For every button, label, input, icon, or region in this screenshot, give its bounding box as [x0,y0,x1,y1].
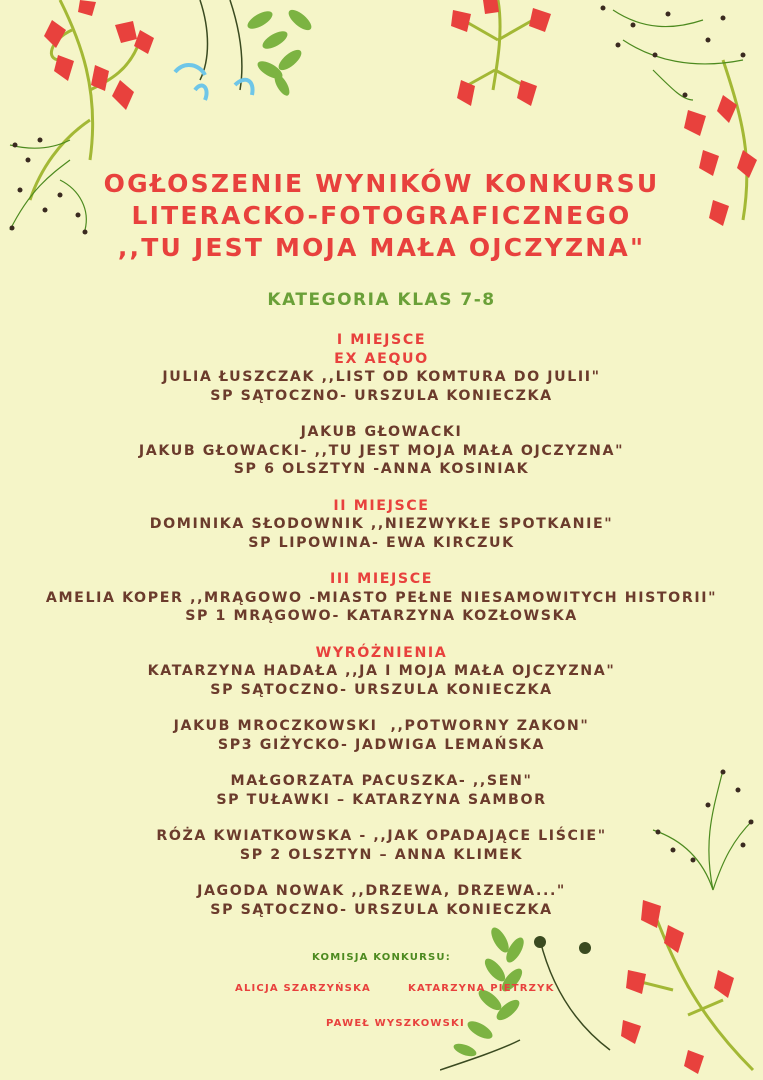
distinction-line: JAKUB MROCZKOWSKI ,,POTWORNY ZAKON" [173,718,590,734]
title-line-2: LITERACKO-FOTOGRAFICZNEGO [131,201,632,230]
category-heading: KATEGORIA KLAS 7-8 [267,290,496,310]
school-line: SP SĄTOCZNO- URSZULA KONIECZKA [210,681,553,698]
school-line: SP TUŁAWKI – KATARZYNA SAMBOR [216,791,547,808]
winner-line: DOMINIKA SŁODOWNIK ,,NIEZWYKŁE SPOTKANIE" [149,516,614,532]
school-line: SP SĄTOCZNO- URSZULA KONIECZKA [210,901,553,918]
page-title [0,168,763,264]
floral-decoration-top-center [170,0,330,120]
results-list [0,331,763,919]
committee-member: KATARZYNA PIETRZYK [408,983,555,994]
winner-name-line: JAKUB GŁOWACKI [300,424,463,440]
second-place-heading: II MIEJSCE [333,497,430,514]
school-line: SP SĄTOCZNO- URSZULA KONIECZKA [210,387,553,404]
winner-line: AMELIA KOPER ,,MRĄGOWO -MIASTO PEŁNE NIESAMOWITYCH HISTORII" [45,589,718,606]
committee-member: PAWEŁ WYSZKOWSKI [326,1018,465,1029]
committee-member: ALICJA SZARZYŃSKA [235,983,371,994]
school-line: SP 6 OLSZTYN -ANNA KOSINIAK [233,461,530,477]
distinction-line: MAŁGORZATA PACUSZKA- ,,SEN" [230,773,533,789]
distinction-line: KATARZYNA HADAŁA ,,JA I MOJA MAŁA OJCZYZNA" [147,663,616,679]
school-line: SP LIPOWINA- EWA KIRCZUK [248,534,515,551]
committee-heading: KOMISJA KONKURSU: [312,952,451,963]
school-line: SP 1 MRĄGOWO- KATARZYNA KOZŁOWSKA [185,608,578,624]
first-place-heading: I MIEJSCE [336,332,427,348]
winner-line: JULIA ŁUSZCZAK ,,LIST OD KOMTURA DO JULII" [162,369,601,385]
floral-decoration-bottom-center [440,920,620,1080]
third-place-heading: III MIEJSCE [329,571,434,587]
school-line: SP3 GIŻYCKO- JADWIGA LEMAŃSKA [217,736,546,753]
winner-line: JAKUB GŁOWACKI- ,,TU JEST MOJA MAŁA OJCZYZNA" [138,442,625,459]
title-line-3: ,,TU JEST MOJA MAŁA OJCZYZNA" [117,233,646,262]
distinctions-heading: WYRÓŻNIENIA [315,644,448,661]
distinction-line: JAGODA NOWAK ,,DRZEWA, DRZEWA..." [197,883,566,899]
distinction-line: RÓŻA KWIATKOWSKA - ,,JAK OPADAJĄCE LIŚCIE" [156,828,607,844]
school-line: SP 2 OLSZTYN – ANNA KLIMEK [239,846,524,863]
title-line-1: OGŁOSZENIE WYNIKÓW KONKURSU [103,169,660,198]
first-place-subheading: EX AEQUO [334,350,429,367]
